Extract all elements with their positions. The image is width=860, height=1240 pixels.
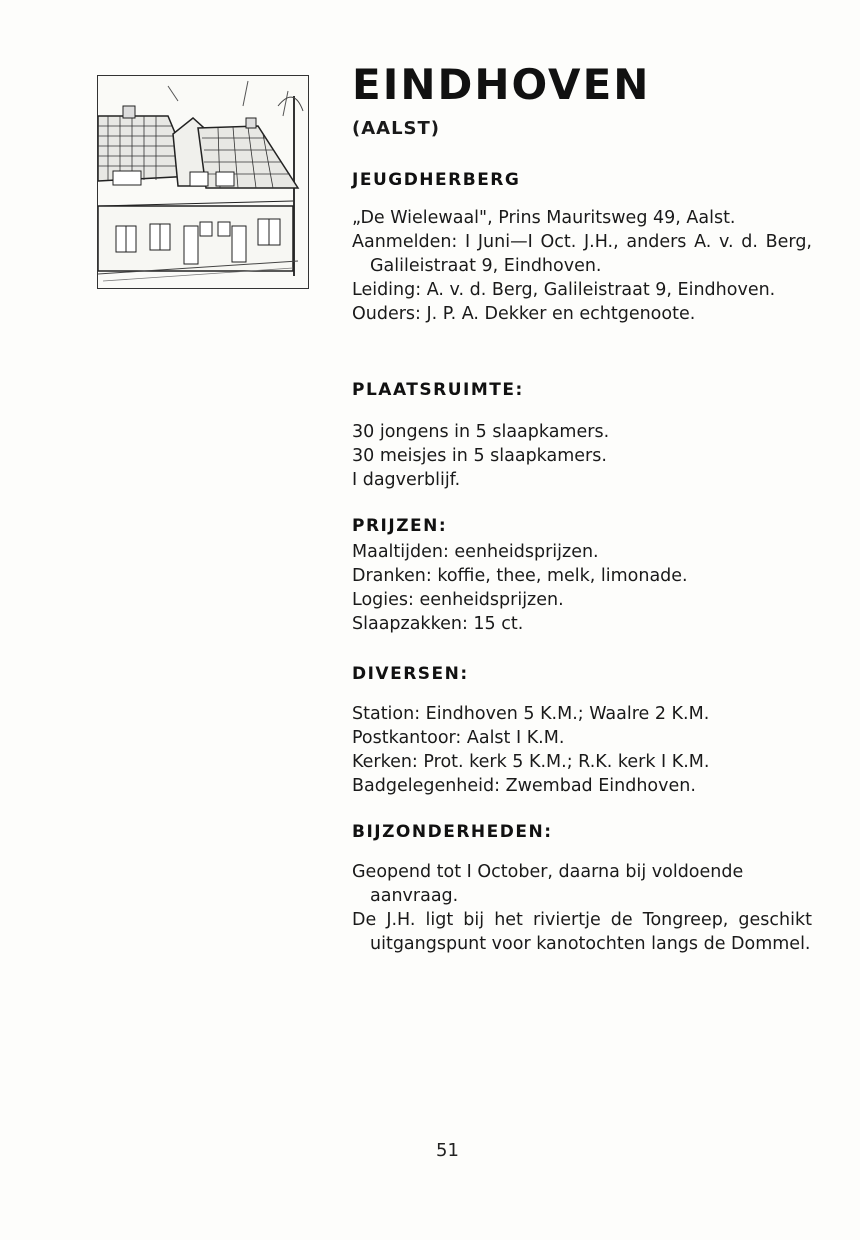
- list-item: 30 meisjes in 5 slaapkamers.: [352, 446, 607, 466]
- section-diversen: [352, 664, 812, 798]
- section-heading: PLAATSRUIMTE:: [352, 380, 524, 400]
- house-illustration: [97, 75, 309, 289]
- section-bijzonderheden: [352, 822, 812, 956]
- section-heading: DIVERSEN:: [352, 664, 469, 684]
- list-item: Logies: eenheidsprijzen.: [352, 590, 564, 610]
- section-heading: PRIJZEN:: [352, 516, 448, 536]
- section-heading: BIJZONDERHEDEN:: [352, 822, 553, 842]
- aanmelden-line: Aanmelden: I Juni—I Oct. J.H., anders A. v. d. Berg, Galileistraat 9, Eindhoven.: [352, 232, 812, 276]
- list-item: 30 jongens in 5 slaapkamers.: [352, 422, 610, 442]
- section-heading: JEUGDHERBERG: [352, 170, 521, 190]
- list-item: Maaltijden: eenheidsprijzen.: [352, 542, 599, 562]
- list-item: Station: Eindhoven 5 K.M.; Waalre 2 K.M.: [352, 704, 710, 724]
- list-item: Slaapzakken: 15 ct.: [352, 614, 524, 634]
- list-item: Geopend tot I October, daarna bij voldoende aanvraag.: [352, 862, 744, 906]
- address-line: „De Wielewaal", Prins Mauritsweg 49, Aalst.: [352, 208, 736, 228]
- list-item: Kerken: Prot. kerk 5 K.M.; R.K. kerk I K.M.: [352, 752, 710, 772]
- section-jeugdherberg: [352, 170, 812, 326]
- section-prijzen: [352, 516, 812, 636]
- list-item: De J.H. ligt bij het riviertje de Tongreep, geschikt uitgangspunt voor kanotochten langs de Dommel.: [352, 910, 812, 954]
- main-content: [352, 60, 812, 954]
- page-subtitle: (AALST): [352, 118, 441, 140]
- leiding-line: Leiding: A. v. d. Berg, Galileistraat 9, Eindhoven.: [352, 280, 776, 300]
- page-number: 51: [436, 1140, 459, 1161]
- house-drawing-icon: [98, 76, 308, 288]
- list-item: Badgelegenheid: Zwembad Eindhoven.: [352, 776, 696, 796]
- section-plaatsruimte: [352, 380, 812, 492]
- list-item: I dagverblijf.: [352, 470, 461, 490]
- list-item: Postkantoor: Aalst I K.M.: [352, 728, 565, 748]
- list-item: Dranken: koffie, thee, melk, limonade.: [352, 566, 688, 586]
- ouders-line: Ouders: J. P. A. Dekker en echtgenoote.: [352, 304, 696, 324]
- page-title: EINDHOVEN: [352, 60, 651, 109]
